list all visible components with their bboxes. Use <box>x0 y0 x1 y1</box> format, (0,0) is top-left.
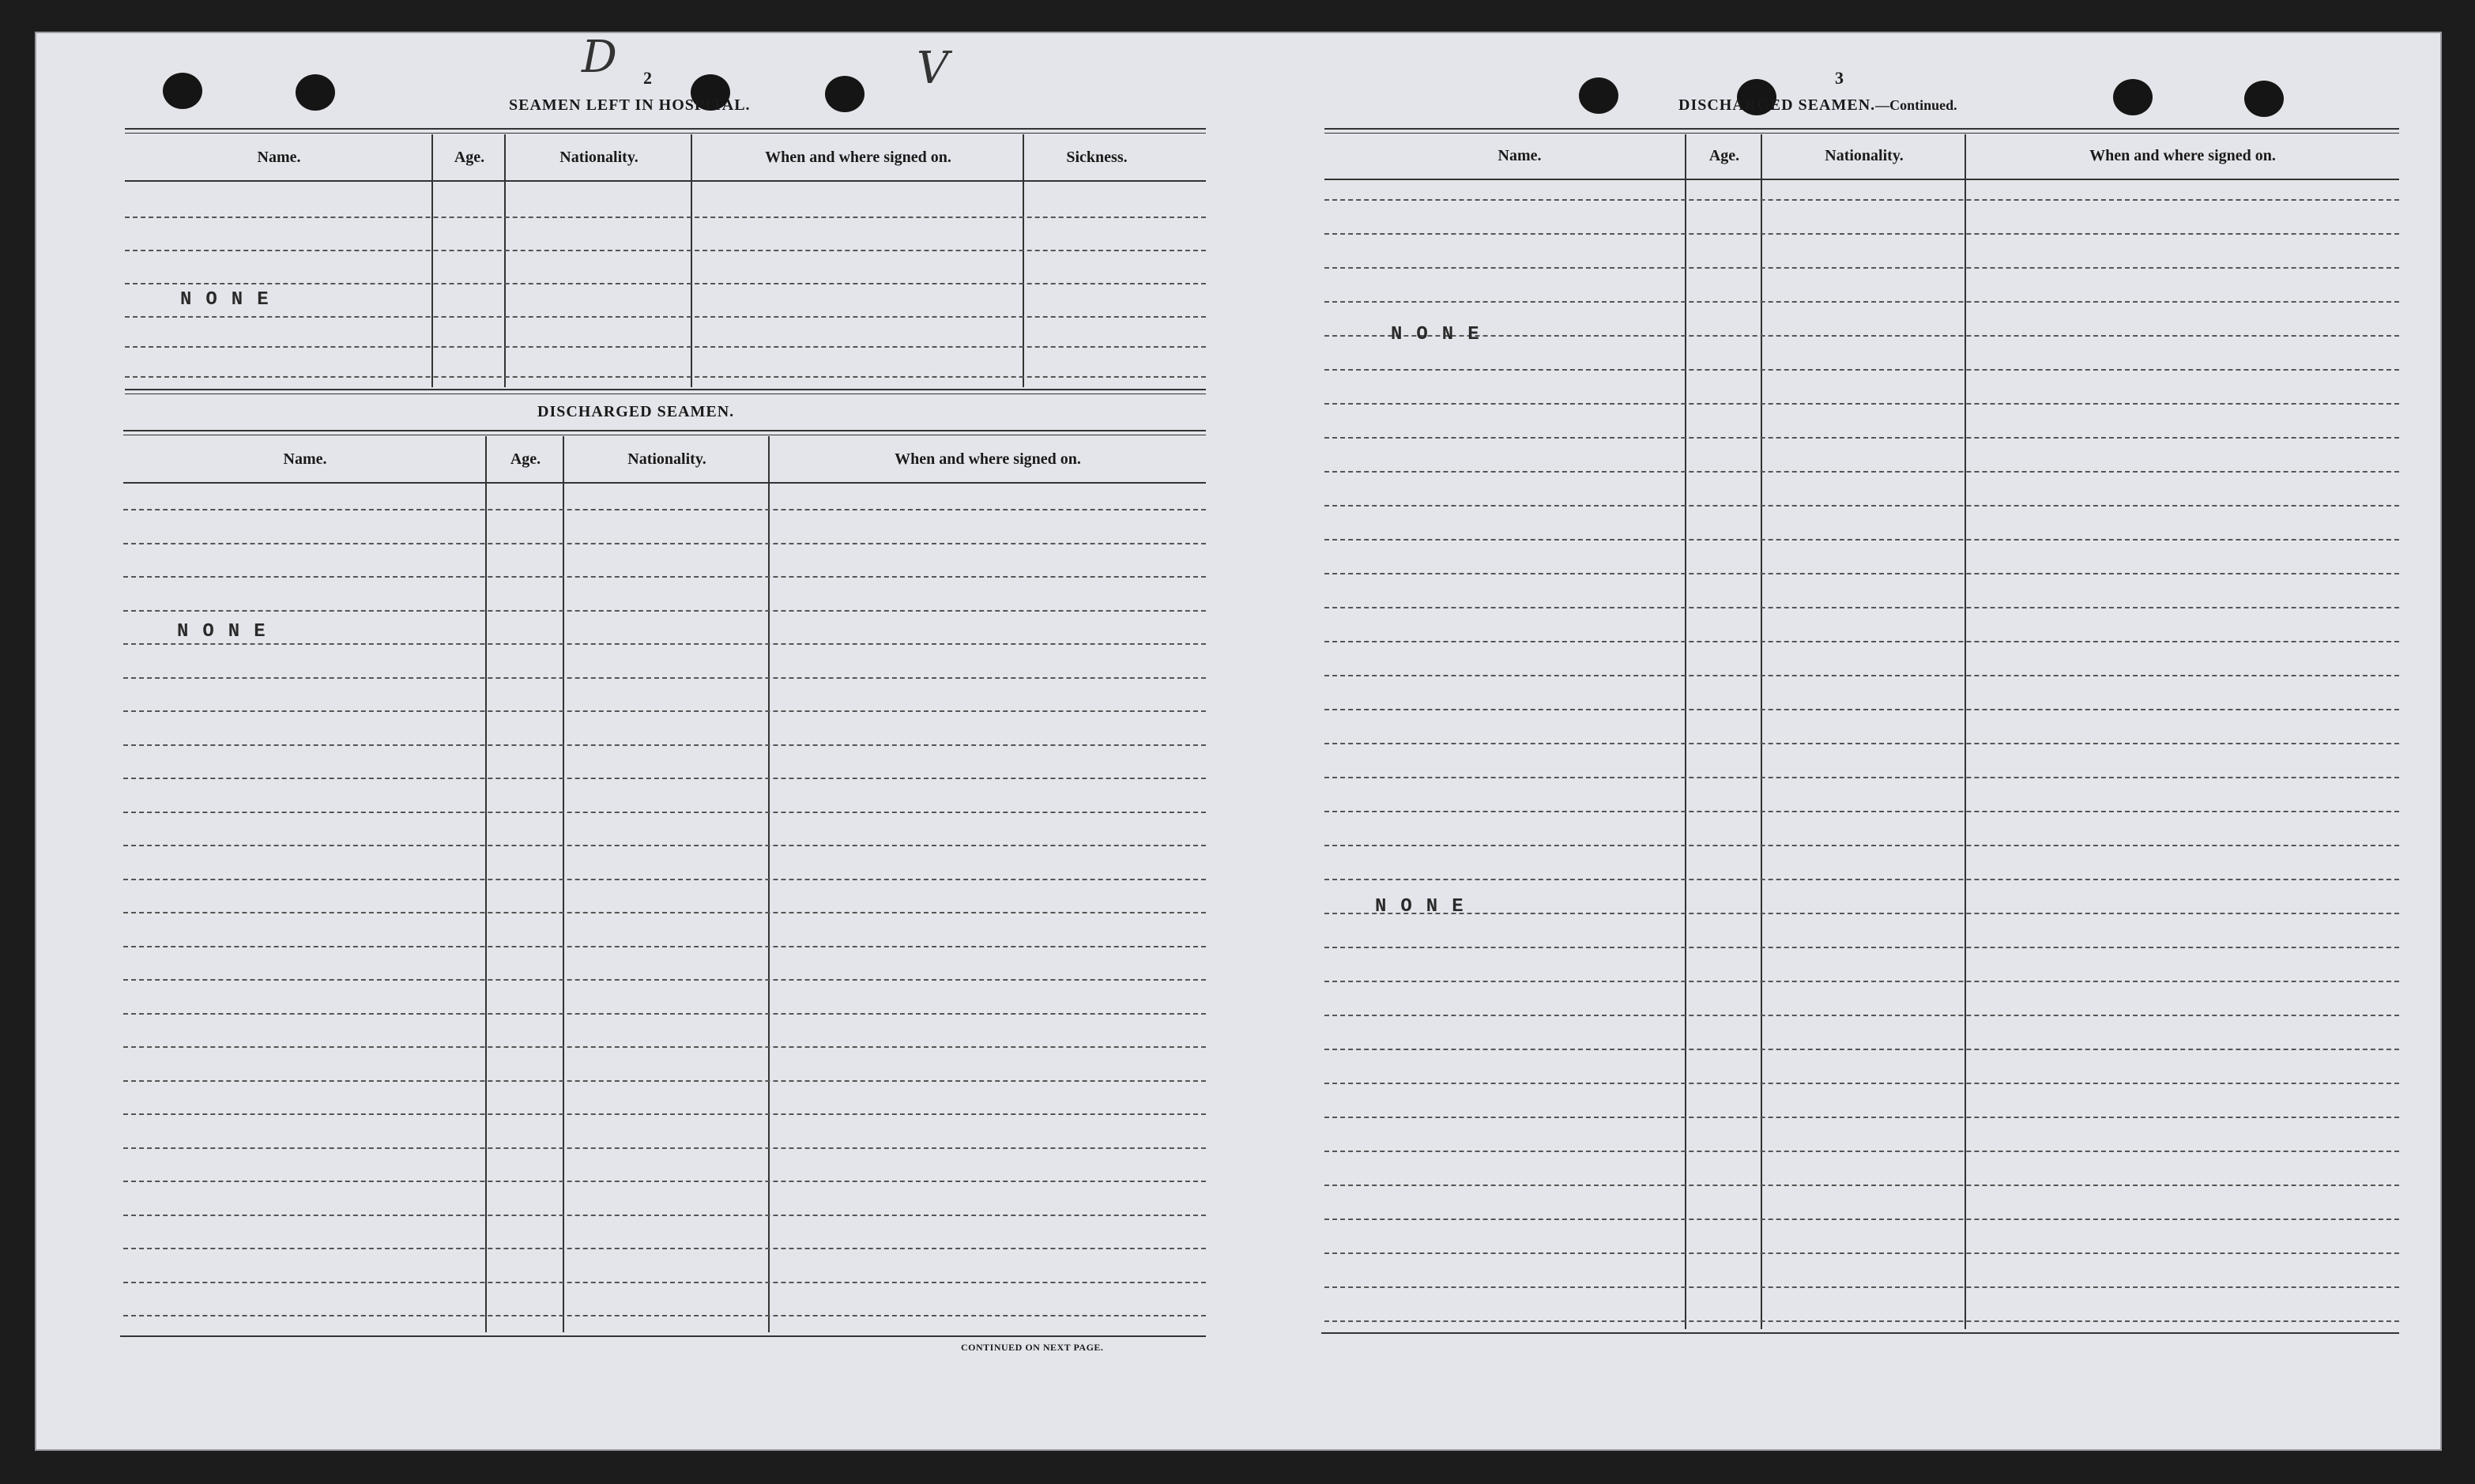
col-divider <box>691 134 692 387</box>
row-rule <box>123 543 1206 544</box>
row-rule <box>1324 1286 2399 1288</box>
hospital-col-name: Name. <box>257 149 301 166</box>
row-rule <box>1324 879 2399 880</box>
row-rule <box>1324 1320 2399 1322</box>
row-rule <box>1324 1151 2399 1152</box>
row-rule <box>1324 369 2399 371</box>
row-rule <box>1324 267 2399 269</box>
punch-hole <box>825 76 865 112</box>
row-rule <box>1324 505 2399 507</box>
row-rule <box>123 1215 1206 1216</box>
row-rule <box>1324 233 2399 235</box>
ledger-sheet <box>35 32 2442 1451</box>
row-rule <box>123 912 1206 913</box>
right-col-age: Age. <box>1708 147 1740 164</box>
discharged-col-name: Name. <box>283 450 327 468</box>
rule <box>1324 128 2399 130</box>
row-rule <box>1324 1015 2399 1016</box>
row-rule <box>1324 1117 2399 1118</box>
row-rule <box>1324 845 2399 846</box>
rule <box>123 430 1206 431</box>
row-rule <box>123 1147 1206 1149</box>
punch-hole <box>1579 77 1618 114</box>
page-number-left: 2 <box>643 68 652 88</box>
row-rule <box>125 316 1206 318</box>
row-rule <box>123 812 1206 813</box>
right-entry-none-2: NONE <box>1375 896 1478 917</box>
page-number-right: 3 <box>1835 68 1844 88</box>
row-rule <box>1324 947 2399 948</box>
row-rule <box>123 677 1206 679</box>
rule <box>120 1335 1206 1337</box>
handwritten-mark-d: D <box>582 32 617 83</box>
row-rule <box>123 1046 1206 1048</box>
row-rule <box>1324 403 2399 405</box>
row-rule <box>1324 1083 2399 1084</box>
hospital-col-nationality: Nationality. <box>559 149 639 166</box>
row-rule <box>123 1080 1206 1082</box>
right-col-signed-on: When and where signed on. <box>2089 147 2276 164</box>
row-rule <box>123 643 1206 645</box>
row-rule <box>123 845 1206 846</box>
rule <box>125 133 1206 134</box>
discharged-col-nationality: Nationality. <box>627 450 706 468</box>
punch-hole <box>2244 81 2284 117</box>
punch-hole <box>2113 79 2153 115</box>
rule <box>1324 179 2399 180</box>
continued-footer: CONTINUED ON NEXT PAGE. <box>961 1342 1104 1353</box>
row-rule <box>1324 301 2399 303</box>
rule <box>1321 1332 2399 1334</box>
right-section-title <box>1678 96 1957 115</box>
punch-hole <box>296 74 335 111</box>
rule <box>1324 133 2399 134</box>
rule <box>125 389 1206 390</box>
row-rule <box>123 1013 1206 1015</box>
rule <box>123 482 1206 484</box>
row-rule <box>1324 199 2399 201</box>
row-rule <box>123 710 1206 712</box>
right-title-suffix: —Continued. <box>1875 97 1957 113</box>
col-divider <box>431 134 433 387</box>
row-rule <box>1324 539 2399 540</box>
punch-hole <box>163 73 202 109</box>
row-rule <box>123 979 1206 981</box>
discharged-entry-none: NONE <box>177 621 280 642</box>
row-rule <box>123 1181 1206 1182</box>
right-entry-none-1: NONE <box>1391 324 1494 345</box>
row-rule <box>123 1248 1206 1249</box>
right-title-main: DISCHARGED SEAMEN. <box>1678 96 1876 114</box>
discharged-col-age: Age. <box>510 450 541 468</box>
row-rule <box>123 1315 1206 1316</box>
hospital-entry-none: NONE <box>180 289 283 311</box>
row-rule <box>123 778 1206 779</box>
row-rule <box>1324 573 2399 574</box>
row-rule <box>125 376 1206 378</box>
row-rule <box>1324 811 2399 812</box>
row-rule <box>1324 607 2399 608</box>
row-rule <box>123 1282 1206 1283</box>
row-rule <box>125 346 1206 348</box>
row-rule <box>125 250 1206 251</box>
row-rule <box>123 946 1206 947</box>
rule <box>125 128 1206 130</box>
row-rule <box>1324 437 2399 439</box>
row-rule <box>1324 641 2399 642</box>
row-rule <box>1324 1049 2399 1050</box>
row-rule <box>1324 913 2399 914</box>
hospital-section-title: SEAMEN LEFT IN HOSPITAL. <box>509 96 751 114</box>
row-rule <box>123 576 1206 578</box>
row-rule <box>123 509 1206 510</box>
right-col-nationality: Nationality. <box>1825 147 1904 164</box>
rule <box>125 180 1206 182</box>
row-rule <box>123 610 1206 612</box>
row-rule <box>125 217 1206 218</box>
col-divider <box>563 436 564 1332</box>
col-divider <box>1023 134 1024 387</box>
discharged-col-signed-on: When and where signed on. <box>895 450 1081 468</box>
row-rule <box>1324 981 2399 982</box>
row-rule <box>1324 1218 2399 1220</box>
right-col-name: Name. <box>1497 147 1542 164</box>
hospital-col-signed-on: When and where signed on. <box>765 149 951 166</box>
row-rule <box>123 744 1206 746</box>
row-rule <box>1324 743 2399 744</box>
col-divider <box>504 134 506 387</box>
row-rule <box>123 1113 1206 1115</box>
col-divider <box>485 436 487 1332</box>
row-rule <box>1324 777 2399 778</box>
handwritten-mark-v: V <box>917 43 949 94</box>
hospital-col-age: Age. <box>454 149 485 166</box>
row-rule <box>125 283 1206 284</box>
discharged-section-title: DISCHARGED SEAMEN. <box>537 403 735 420</box>
row-rule <box>1324 675 2399 676</box>
row-rule <box>1324 471 2399 473</box>
row-rule <box>1324 1252 2399 1254</box>
col-divider <box>768 436 770 1332</box>
row-rule <box>1324 709 2399 710</box>
row-rule <box>123 879 1206 880</box>
hospital-col-sickness: Sickness. <box>1066 149 1128 166</box>
row-rule <box>1324 1185 2399 1186</box>
